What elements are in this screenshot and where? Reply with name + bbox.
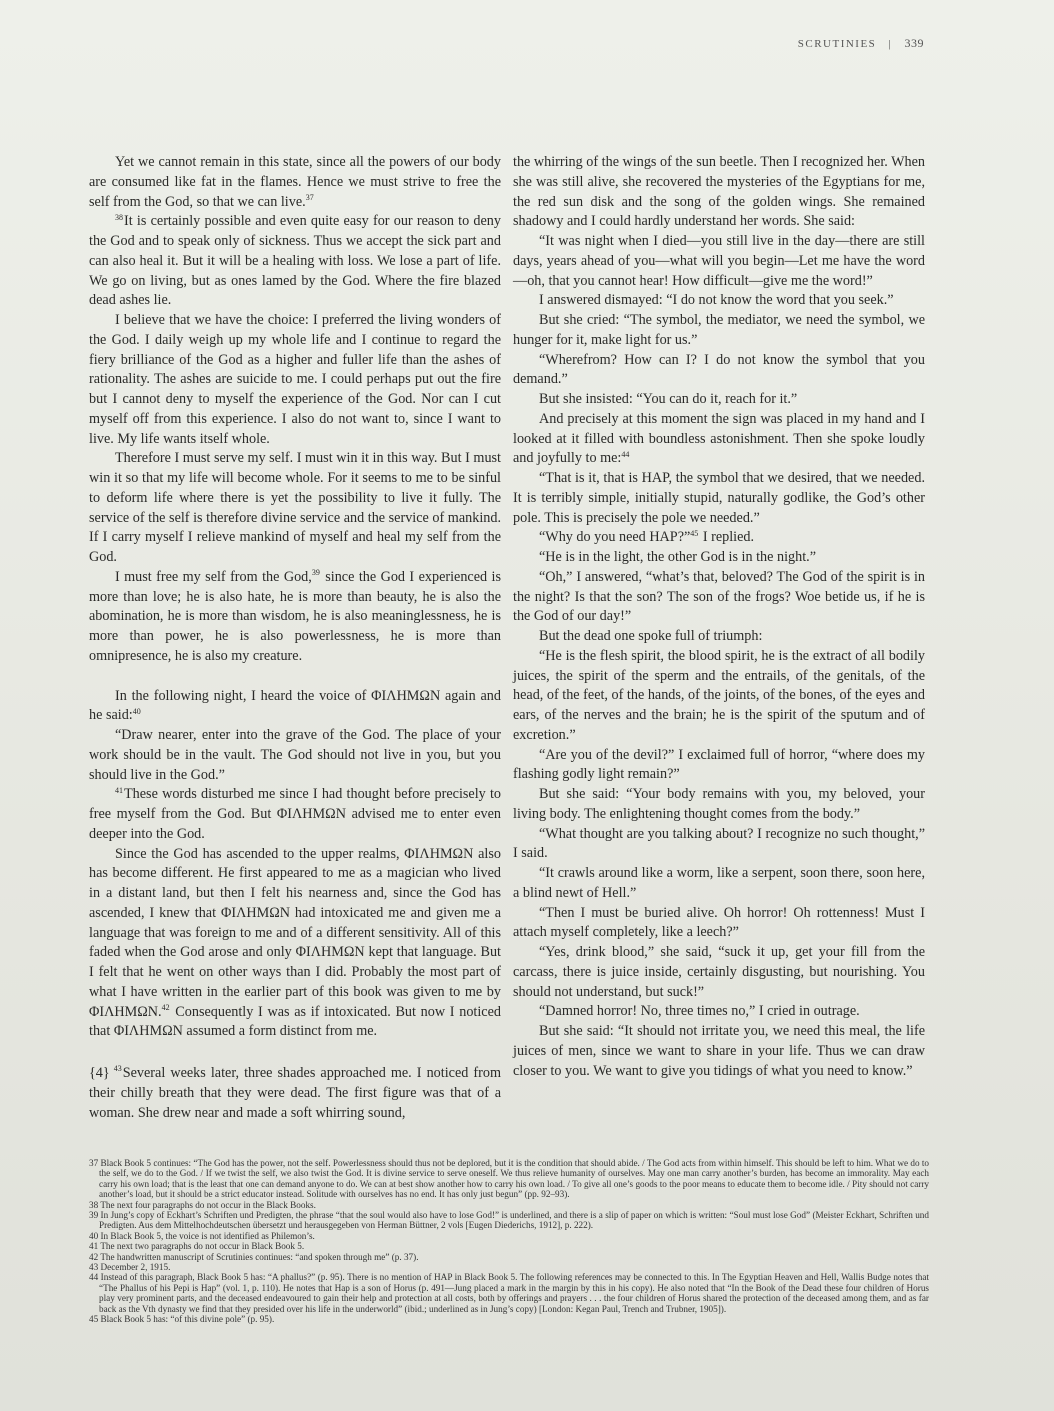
footnotes [89, 1158, 929, 1325]
footnote: 41 The next two paragraphs do not occur in Black Book 5. [89, 1241, 305, 1252]
footnote-ref: 37 [305, 192, 314, 202]
paragraph: In the following night, I heard the voice of ΦΙΛΗΜΩΝ again and he said:$^{40}$ [89, 687, 501, 724]
footnote-ref: 42 [161, 1002, 170, 1012]
paragraph: Therefore I must serve my self. I must win it in this way. But I must win it so that my life will become whole. For it seems to me to be sinful to deform life where there is yet the possibility to live it fully. The service of the self is therefore divine service and the service of mankind. If I carry myself I relieve mankind of myself and heal my self from the God. [89, 450, 501, 565]
paragraph: “He is in the light, the other God is in the night.” [539, 549, 817, 565]
footnote: 45 Black Book 5 has: “of this divine pole” (p. 95). [89, 1314, 275, 1325]
paragraph: “What thought are you talking about? I recognize no such thought,” I said. [513, 825, 925, 862]
paragraph: But she cried: “The symbol, the mediator, we need the symbol, we hunger for it, make light for us.” [513, 312, 925, 348]
paragraph: “Oh,” I answered, “what’s that, beloved? The God of the spirit is in the night? Is that the son? The son of the frogs? Woe betide us, if he is the God of our day!” [513, 568, 925, 625]
footnote-ref: 39 [311, 568, 320, 578]
footnote: 38 The next four paragraphs do not occur in the Black Books. [89, 1199, 316, 1210]
footnote-ref: 44 [621, 449, 630, 459]
paragraph: $^{38}$It is certainly possible and even quite easy for our reason to deny the God and to speak only of sickness. Thus we accept the sick part and can also heal it. But it will be a healing with loss. We lose a part of life. We go on living, but as ones lamed by the God. Where the fire blazed dead ashes lie. [89, 212, 501, 309]
paragraph: “Why do you need HAP?”$^{45}$ I replied. [539, 528, 755, 546]
body-columns [89, 153, 925, 1123]
section-title: SCRUTINIES [797, 38, 877, 50]
running-header [798, 36, 924, 51]
paragraph: “Are you of the devil?” I exclaimed full of horror, “where does my flashing godly light remain?” [513, 746, 925, 783]
paragraph: “Draw nearer, enter into the grave of the God. The place of your work should be in the vault. The God should not live in you, but you should live in the God.” [89, 727, 501, 783]
paragraph: And precisely at this moment the sign was placed in my hand and I looked at it filled with boundless astonishment. Then she spoke loudly and joyfully to me:$^{44}$ [513, 410, 925, 467]
paragraph: the whirring of the wings of the sun beetle. Then I recognized her. When she was still alive, she recovered the mysteries of the Egyptians for me, the red sun disk and the song of the golden wings. She remained shadowy and I could hardly understand her words. She said: [513, 154, 925, 230]
section-marker: {4} [89, 1065, 110, 1081]
footnote: 40 In Black Book 5, the voice is not identified as Philemon’s. [89, 1230, 315, 1241]
paragraph: “It crawls around like a worm, like a serpent, soon there, soon here, a blind newt of Hell.” [513, 865, 925, 901]
paragraph: “Wherefrom? How can I? I do not know the symbol that you demand.” [513, 351, 925, 388]
paragraph: “It was night when I died—you still live in the day—there are still days, years ahead of you—what will you begin—Let me have the word—oh, that you cannot hear! How difficult—give me the word!” [513, 233, 925, 289]
header-separator: | [888, 38, 893, 50]
left-column [89, 153, 501, 1123]
footnote: 43 December 2, 1915. [89, 1262, 171, 1273]
footnote-ref: 38 [115, 212, 123, 222]
paragraph: “That is it, that is HAP, the symbol that we desired, that we needed. It is terribly simple, initially stupid, naturally godlike, the God’s other pole. This is precisely the pole we needed.” [513, 470, 925, 526]
footnote-ref: 41 [115, 785, 123, 795]
paragraph: Yet we cannot remain in this state, since all the powers of our body are consumed like fat in the flames. Hence we must strive to free the self from the God, so that we can live.$^{37}$ [89, 154, 501, 210]
footnote: 44 Instead of this paragraph, Black Book 5 has: “A phallus?” (p. 95). There is no mention of HAP in Black Book 5. The following references may be connected to this. In The Egyptian Heaven and Hell, Wallis Budge notes that “The Phallus of his Pepi is Hap” (vol. 1, p. 110). He notes that Hap is a son of Horus (p. 491—Jung placed a mark in the margin by this in his copy). He also noted that “In the Book of the Dead these four children of Horus play very prominent parts, and the deceased endeavoured to gain their help and protection at all costs, both by offerings and prayers . . . the four children of Horus shared the protection of the deceased among them, and as far back as the Vth dynasty we find that they presided over his life in the underworld” (ibid.; underlined as in Jung’s copy) [London: Kegan Paul, Trench and Trubner, 1905]). [89, 1272, 929, 1314]
footnote: 39 In Jung’s copy of Eckhart’s Schriften und Predigten, the phrase “that the soul would also have to lose God!” is underlined, and there is a slip of paper on which is written: “Soul must lose God” (Meister Eckhart, Schriften und Predigten. Aus dem Mittelhochdeutschen übersetzt und herausgegeben von Herman Büttner, 2 vols [Eugen Diederichs, 1912], p. 222). [89, 1210, 929, 1231]
paragraph: But she insisted: “You can do it, reach for it.” [539, 391, 798, 407]
paragraph: But she said: “Your body remains with you, my beloved, your living body. The enlightening thought comes from the body.” [513, 786, 925, 822]
footnote: 37 Black Book 5 continues: “The God has the power, not the self. Powerlessness should thus not be deplored, but it is the condition that should abide. / The God acts from within himself. This should be left to him. What we do to the self, we do to the God. / If we twist the self, we also twist the God. It is divine service to serve oneself. We thus relieve humanity of ourselves. May one man carry another’s burden, has become an immorality. May each carry his own load; that is the least that one can demand anyone to do. We can at best show another how to carry his own load. / To give all one’s goods to the poor means to educate them to become idle. / Pity should not carry another’s load, but it should be a strict educator instead. Solitude with ourselves has no end. It has only just begun” (pp. 92–93). [89, 1158, 929, 1200]
paragraph: I answered dismayed: “I do not know the word that you seek.” [539, 292, 894, 309]
paragraph: $^{41}$These words disturbed me since I had thought before precisely to free myself from the God. But ΦΙΛΗΜΩΝ advised me to enter even deeper into the God. [89, 785, 501, 842]
footnote: 42 The handwritten manuscript of Scrutinies continues: “and spoken through me” (p. 37). [89, 1251, 419, 1262]
paragraph: “Then I must be buried alive. Oh horror! Oh rottenness! Must I attach myself completely, like a leech?” [513, 904, 925, 941]
paragraph: I believe that we have the choice: I preferred the living wonders of the God. I daily weigh up my whole life and I continue to regard the fiery brilliance of the God as a higher and fuller life than the ashes of rationality. The ashes are suicide to me. I could perhaps put out the fire but I cannot deny to myself the experience of the God. Nor can I cut myself off from this experience. I also do not want to, since I want to live. My life wants itself whole. [89, 312, 501, 447]
paragraph: Since the God has ascended to the upper realms, ΦΙΛΗΜΩΝ also has become different. He first appeared to me as a magician who lived in a distant land, but then I felt his nearness and, since the God has ascended, I knew that ΦΙΛΗΜΩΝ had intoxicated me and given me a language that was foreign to me and of a different sensitivity. All of this faded when the God arose and only ΦΙΛΗΜΩΝ kept that language. But I felt that he went on other ways than I did. Probably the most part of what I have written in the earlier part of this book was given to me by ΦΙΛΗΜΩΝ.$^{42}$ Consequently I was as if intoxicated. But now I noticed that ΦΙΛΗΜΩΝ assumed a form distinct from me. [89, 845, 501, 1040]
paragraph: “Yes, drink blood,” she said, “suck it up, get your fill from the carcass, there is juice inside, certainly disgusting, but nourishing. You should not understand, but suck!” [513, 944, 925, 1000]
paragraph: “Damned horror! No, three times no,” I cried in outrage. [539, 1003, 860, 1020]
paragraph: “He is the flesh spirit, the blood spirit, he is the extract of all bodily juices, the spirit of the sperm and the entrails, of the genitals, of the head, of the feet, of the hands, of the joints, of the bones, of the eyes and ears, of the nerves and the brain; he is the spirit of the sputum and of excretion.” [513, 647, 925, 743]
paragraph: But the dead one spoke full of triumph: [539, 628, 763, 644]
right-column [513, 153, 925, 1123]
paragraph: But she said: “It should not irritate you, we need this meal, the life juices of men, since we want to share in your life. Thus we can draw closer to you. We want to give you tidings of what you need to know.” [513, 1023, 925, 1079]
footnote-ref: 45 [690, 528, 699, 538]
footnote-ref: 40 [132, 706, 141, 716]
paragraph: {4} $^{43}$Several weeks later, three shades approached me. I noticed from their chilly breath that they were dead. The first figure was that of a woman. She drew near and made a soft whirring sound, [89, 1064, 501, 1121]
page-number: 339 [904, 36, 924, 50]
footnote-ref: 43 [113, 1064, 122, 1074]
paragraph: I must free my self from the God,$^{39}$ since the God I experienced is more than love; he is also hate, he is more than beauty, he is also the abomination, he is more than wisdom, he is also meaninglessness, he is more than power, he is also powerlessness, he is more than omnipresence, he is also my creature. [89, 568, 501, 664]
